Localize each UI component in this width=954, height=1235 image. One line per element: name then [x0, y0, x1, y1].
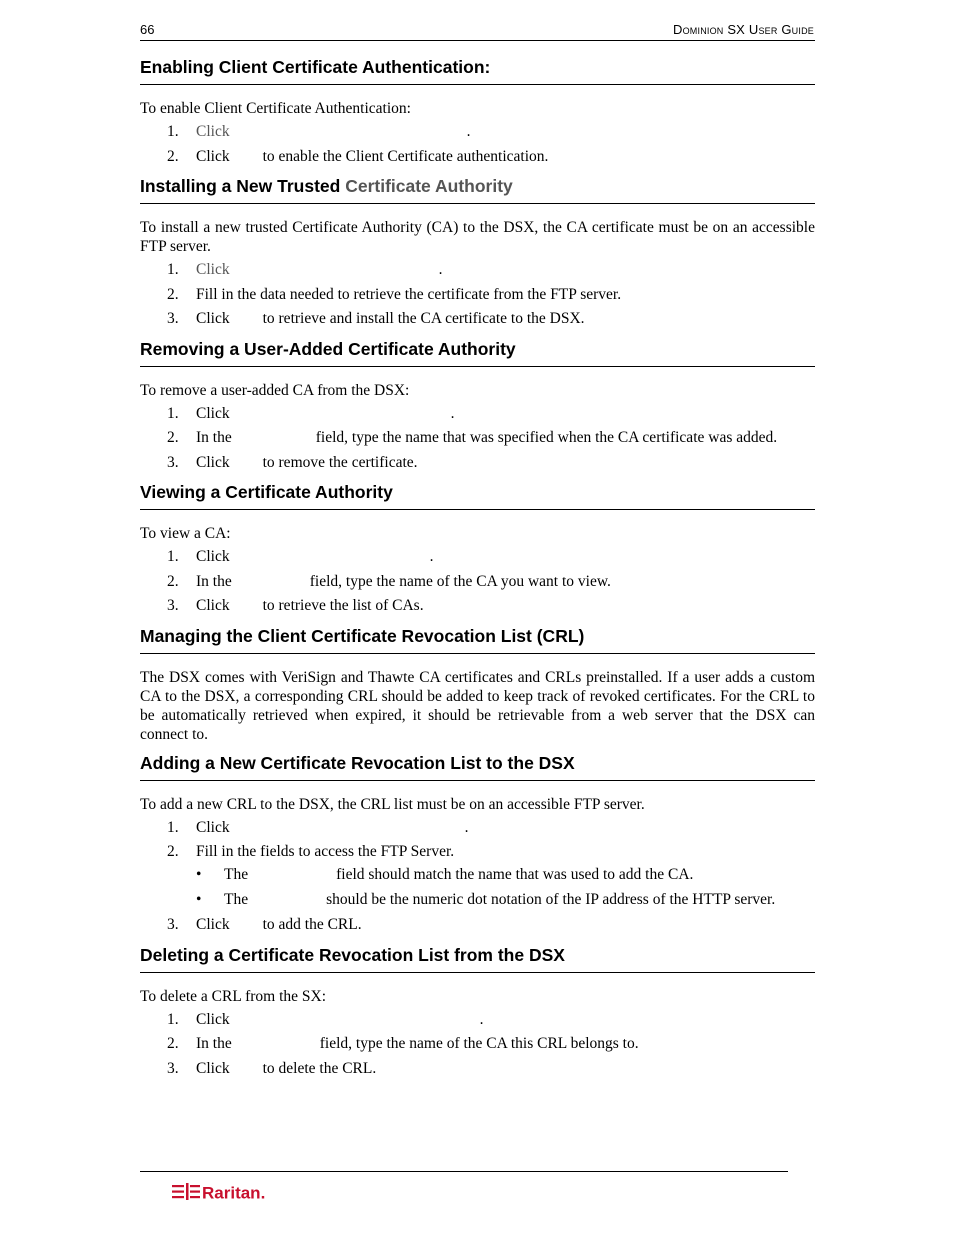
section-heading-managing-crl: Managing the Client Certificate Revocation List (CRL)	[140, 621, 815, 654]
step-list	[140, 404, 815, 472]
step-number: 3.	[167, 597, 179, 614]
bullet-text: The	[224, 891, 249, 908]
footer-rule	[140, 1171, 788, 1172]
step-text: .	[479, 1010, 484, 1028]
step-item	[140, 915, 815, 934]
step-item	[140, 1034, 815, 1053]
section-intro: To enable Client Certificate Authentication:	[140, 100, 411, 117]
bullet-item	[196, 890, 815, 909]
step-number: 1.	[167, 404, 179, 422]
step-list	[140, 1010, 815, 1078]
step-item	[140, 818, 815, 837]
section-intro: The DSX comes with VeriSign and Thawte CA certificates and CRLs preinstalled. If a user adds a custom CA to the DSX, a corresponding CRL should be added to keep track of revoked certificates. For the CRL to be automatically retrieved when expired, it should be retrievable from a web server that the DSX can connect to.	[140, 668, 815, 743]
bullet-list	[196, 865, 815, 909]
step-text: Click	[196, 1010, 230, 1028]
step-text: In the	[196, 572, 232, 590]
step-text: field, type the name of the CA this CRL belongs to.	[319, 1035, 639, 1052]
logo-text: Raritan.	[202, 1183, 266, 1203]
step-text: .	[464, 818, 469, 836]
step-text: In the	[196, 429, 232, 446]
step-number: 3.	[167, 453, 179, 471]
step-text: .	[450, 404, 455, 422]
step-number: 2.	[167, 843, 179, 860]
step-text: Click	[196, 916, 230, 933]
step-text: Click	[196, 147, 230, 165]
step-item	[140, 428, 815, 447]
step-item	[140, 309, 815, 328]
section-heading-deleting-crl: Deleting a Certificate Revocation List from the DSX	[140, 940, 815, 973]
bullet-icon: •	[196, 891, 202, 908]
document-body	[140, 52, 815, 1083]
step-text: to delete the CRL.	[262, 1059, 377, 1077]
step-list	[140, 818, 815, 935]
step-text: Click	[196, 818, 230, 836]
step-item	[140, 404, 815, 423]
step-text: Click	[196, 597, 230, 614]
step-number: 1.	[167, 548, 179, 565]
step-item	[140, 453, 815, 472]
step-number: 3.	[167, 1059, 179, 1077]
step-item	[140, 1059, 815, 1078]
step-item	[140, 842, 815, 909]
section-heading-adding-crl: Adding a New Certificate Revocation List to the DSX	[140, 748, 815, 781]
step-number: 2.	[167, 429, 179, 446]
step-number: 2.	[167, 147, 179, 165]
bullet-item	[196, 865, 815, 884]
raritan-logo-icon	[172, 1181, 282, 1203]
step-text: Click	[196, 261, 230, 278]
step-text: to retrieve and install the CA certificate to the DSX.	[262, 310, 585, 327]
step-text: .	[438, 261, 443, 278]
step-text: Fill in the fields to access the FTP Server.	[196, 843, 455, 860]
section-heading-removing-ca: Removing a User-Added Certificate Authority	[140, 334, 815, 367]
heading-text-link: Certificate Authority	[345, 176, 513, 196]
step-number: 3.	[167, 310, 179, 327]
step-text: In the	[196, 1035, 232, 1052]
step-text: Click	[196, 404, 230, 422]
raritan-logo	[172, 1181, 282, 1203]
step-number: 2.	[167, 572, 179, 590]
step-text: Click	[196, 1059, 230, 1077]
step-text: Click	[196, 123, 230, 140]
step-number: 1.	[167, 261, 179, 278]
step-item	[140, 1010, 815, 1029]
step-item	[140, 547, 815, 566]
step-number: 1.	[167, 123, 179, 140]
step-text: to enable the Client Certificate authentication.	[262, 147, 549, 165]
step-item	[140, 285, 815, 304]
step-text: Fill in the data needed to retrieve the certificate from the FTP server.	[196, 285, 622, 303]
bullet-text: should be the numeric dot notation of the IP address of the HTTP server.	[326, 891, 776, 908]
step-number: 1.	[167, 1010, 179, 1028]
step-item	[140, 260, 815, 279]
step-text: to add the CRL.	[262, 916, 362, 933]
step-list	[140, 260, 815, 328]
step-text: to retrieve the list of CAs.	[262, 597, 424, 614]
bullet-icon: •	[196, 866, 202, 883]
running-title: Dominion SX User Guide	[673, 22, 814, 37]
step-text: to remove the certificate.	[262, 453, 418, 471]
step-number: 2.	[167, 1035, 179, 1052]
section-intro: To remove a user-added CA from the DSX:	[140, 381, 410, 399]
step-number: 1.	[167, 818, 179, 836]
step-number: 3.	[167, 916, 179, 933]
step-list	[140, 547, 815, 615]
step-list	[140, 122, 815, 166]
section-intro: To install a new trusted Certificate Authority (CA) to the DSX, the CA certificate must be on an accessible FTP server.	[140, 219, 815, 255]
step-number: 2.	[167, 285, 179, 303]
step-text: Click	[196, 548, 230, 565]
header-rule	[140, 40, 815, 41]
section-intro: To add a new CRL to the DSX, the CRL list must be on an accessible FTP server.	[140, 795, 645, 813]
bullet-text: field should match the name that was used to add the CA.	[336, 866, 694, 883]
section-heading-viewing-ca: Viewing a Certificate Authority	[140, 477, 815, 510]
step-text: .	[429, 548, 434, 565]
step-text: Click	[196, 453, 230, 471]
section-heading-enabling-client-cert: Enabling Client Certificate Authentication:	[140, 52, 815, 85]
heading-text: Installing a New Trusted	[140, 176, 341, 196]
step-text: field, type the name of the CA you want to view.	[309, 572, 611, 590]
bullet-text: The	[224, 866, 249, 883]
step-text: Click	[196, 310, 230, 327]
section-intro: To delete a CRL from the SX:	[140, 987, 327, 1005]
step-item	[140, 572, 815, 591]
page-number: 66	[140, 22, 155, 37]
step-text: field, type the name that was specified when the CA certificate was added.	[315, 429, 778, 446]
section-heading-installing-ca	[140, 171, 815, 204]
step-item	[140, 596, 815, 615]
step-item	[140, 122, 815, 141]
step-item	[140, 147, 815, 166]
section-intro: To view a CA:	[140, 525, 231, 542]
step-text: .	[466, 123, 471, 140]
